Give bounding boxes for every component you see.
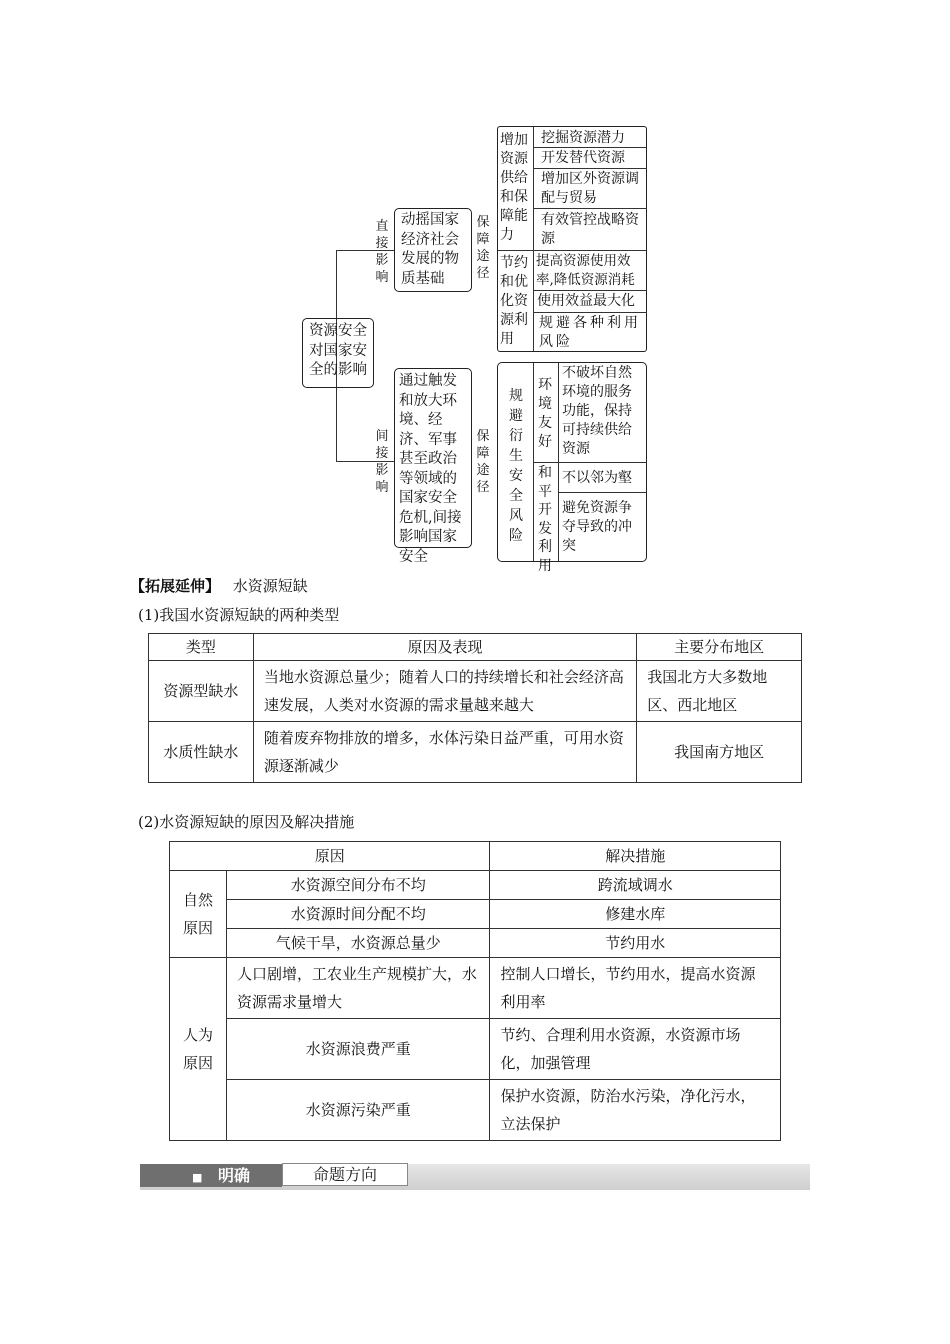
measure-cell: 修建水库 bbox=[490, 900, 781, 929]
banner-label-2: 命题方向 bbox=[312, 1165, 377, 1184]
human-cause-label: 人为原因 bbox=[170, 958, 227, 1141]
direct-item: 挖掘资源潜力 bbox=[541, 130, 625, 146]
table-row bbox=[170, 929, 781, 958]
indirect-item: 避免资源争夺导致的冲突 bbox=[562, 500, 632, 554]
cause-cell: 当地水资源总量少；随着人口的持续增长和社会经济高速发展，人类对水资源的需求量越来越大 bbox=[253, 661, 636, 722]
extension-heading bbox=[130, 575, 308, 597]
direct-item: 提高资源使用效率,降低资源消耗 bbox=[536, 253, 635, 288]
measure-cell: 保护水资源，防治水污染，净化污水，立法保护 bbox=[490, 1080, 781, 1141]
indirect-item: 不破坏自然环境的服务功能，保持可持续供给资源 bbox=[562, 365, 632, 457]
cause-cell: 水资源浪费严重 bbox=[226, 1019, 490, 1080]
type-cell: 水质性缺水 bbox=[149, 722, 254, 783]
measure-cell: 节约用水 bbox=[490, 929, 781, 958]
table-row bbox=[170, 1019, 781, 1080]
direct-groups-divider bbox=[533, 127, 534, 351]
indirect-group-2-label: 和平开发利用 bbox=[538, 465, 552, 574]
direct-influence-label: 直接影响 bbox=[375, 219, 389, 285]
table-header-cell: 原因及表现 bbox=[253, 634, 636, 661]
measure-cell: 节约、合理利用水资源，水资源市场化，加强管理 bbox=[490, 1019, 781, 1080]
indirect-node bbox=[394, 368, 472, 565]
section-banner-dark bbox=[140, 1164, 282, 1187]
measure-cell: 跨流域调水 bbox=[490, 871, 781, 900]
item-divider bbox=[533, 290, 647, 291]
direct-node bbox=[394, 208, 472, 292]
root-label: 资源安全对国家安全的影响 bbox=[309, 323, 367, 378]
table-header-cell: 解决措施 bbox=[490, 842, 781, 871]
direct-item: 有效管控战略资源 bbox=[541, 212, 639, 247]
indirect-path-label: 保障途径 bbox=[476, 429, 490, 495]
item-divider bbox=[533, 208, 647, 209]
table-row bbox=[170, 1080, 781, 1141]
table-header-cell: 类型 bbox=[149, 634, 254, 661]
group-split bbox=[533, 462, 647, 463]
cause-cell: 人口剧增，工农业生产规模扩大，水资源需求量增大 bbox=[226, 958, 490, 1019]
risk-label: 规避衍生安全风险 bbox=[509, 388, 523, 544]
cause-cell: 水资源污染严重 bbox=[226, 1080, 490, 1141]
direct-groups-split bbox=[498, 250, 646, 251]
extension-tag: 【拓展延伸】 bbox=[130, 577, 221, 595]
cause-cell: 气候干旱，水资源总量少 bbox=[226, 929, 490, 958]
root-node bbox=[302, 318, 374, 388]
cause-cell: 水资源空间分布不均 bbox=[226, 871, 490, 900]
direct-item: 增加区外资源调配与贸易 bbox=[541, 171, 639, 206]
direct-item: 使用效益最大化 bbox=[537, 293, 635, 309]
table-row bbox=[149, 722, 802, 783]
direct-node-text: 动摇国家经济社会发展的物质基础 bbox=[401, 212, 459, 287]
water-shortage-types-table bbox=[148, 633, 802, 783]
direct-path-label: 保障途径 bbox=[476, 215, 490, 281]
item-divider bbox=[533, 168, 647, 169]
direct-group-2-label: 节约和优化资源利用 bbox=[500, 255, 528, 347]
section-banner-label-box bbox=[282, 1163, 408, 1186]
indirect-node-text: 通过触发和放大环境、经济、军事甚至政治等领域的国家安全危机,间接影响国家安全 bbox=[399, 373, 462, 565]
natural-cause-label: 自然原因 bbox=[170, 871, 227, 958]
type-cell: 资源型缺水 bbox=[149, 661, 254, 722]
table-header-cell: 原因 bbox=[170, 842, 490, 871]
table-row bbox=[170, 871, 781, 900]
indirect-group-1-label: 环境友好 bbox=[538, 377, 552, 450]
banner-bullet: ■ bbox=[192, 1171, 203, 1184]
direct-group-1-label: 增加资源供给和保障能力 bbox=[500, 132, 528, 243]
item-divider bbox=[533, 312, 647, 313]
section2-heading: (2)水资源短缺的原因及解决措施 bbox=[138, 813, 355, 831]
item-divider bbox=[558, 492, 647, 493]
banner-label-1: 明确 bbox=[217, 1166, 250, 1185]
indirect-influence-label: 间接影响 bbox=[375, 429, 389, 495]
cause-cell: 水资源时间分配不均 bbox=[226, 900, 490, 929]
table-row bbox=[170, 900, 781, 929]
indirect-item: 不以邻为壑 bbox=[562, 470, 632, 486]
measure-cell: 控制人口增长，节约用水，提高水资源利用率 bbox=[490, 958, 781, 1019]
region-cell: 我国北方大多数地区、西北地区 bbox=[637, 661, 802, 722]
section1-heading: (1)我国水资源短缺的两种类型 bbox=[138, 606, 340, 624]
table-row bbox=[149, 661, 802, 722]
direct-item: 开发替代资源 bbox=[541, 150, 625, 166]
region-cell: 我国南方地区 bbox=[637, 722, 802, 783]
table-header-row bbox=[149, 634, 802, 661]
table-row bbox=[170, 958, 781, 1019]
table-header-row bbox=[170, 842, 781, 871]
direct-item: 规避各种利用风险 bbox=[539, 315, 641, 350]
extension-title: 水资源短缺 bbox=[232, 577, 308, 595]
table-header-cell: 主要分布地区 bbox=[637, 634, 802, 661]
cause-cell: 随着废弃物排放的增多，水体污染日益严重，可用水资源逐渐减少 bbox=[253, 722, 636, 783]
water-shortage-causes-table bbox=[169, 841, 781, 1141]
